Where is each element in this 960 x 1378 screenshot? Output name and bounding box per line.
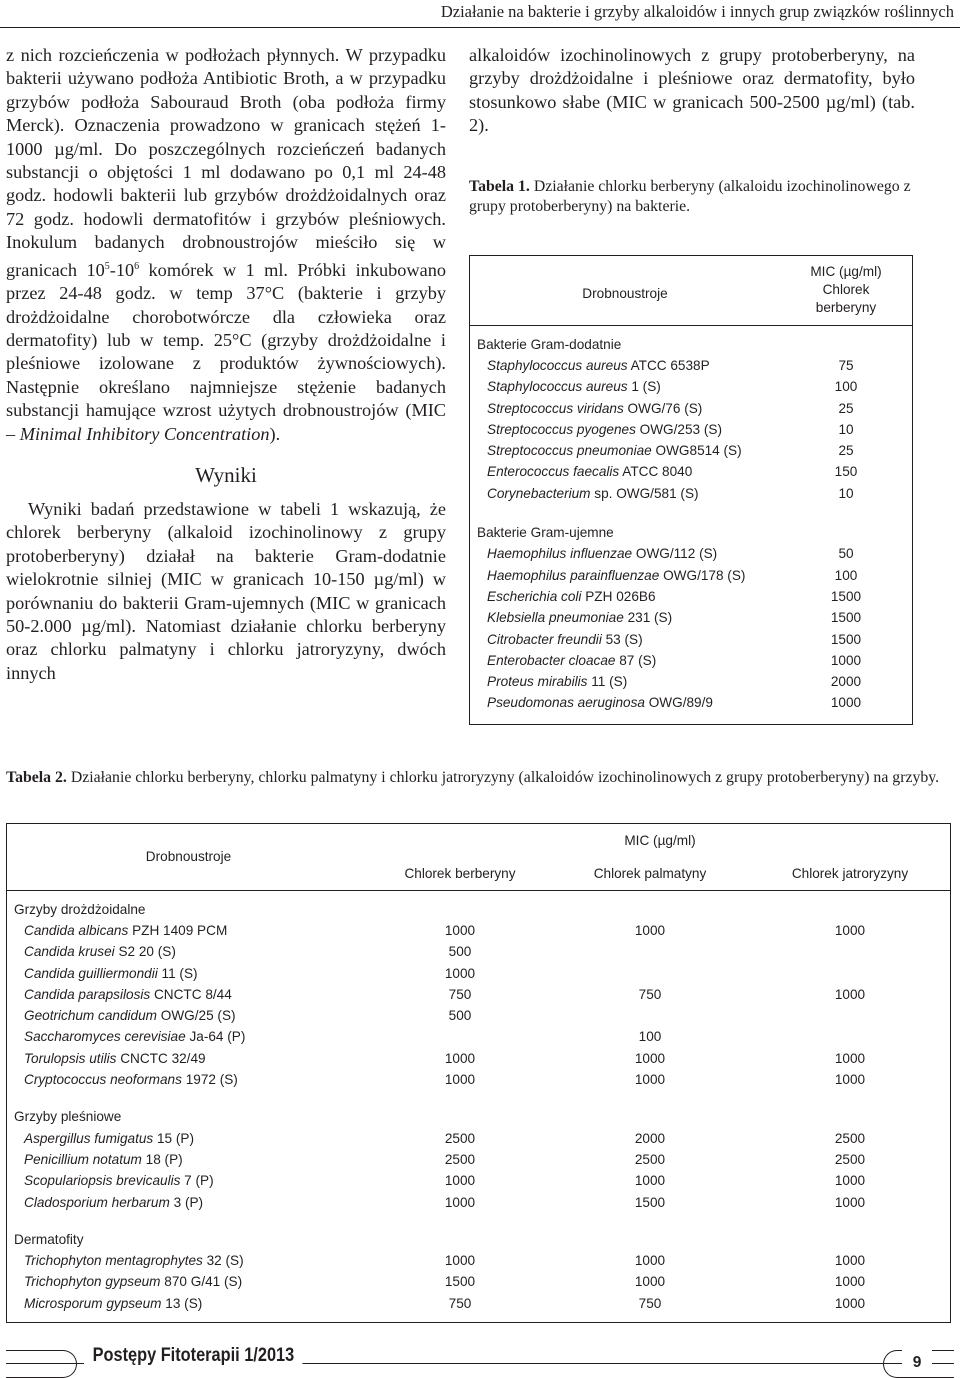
- mic-jatrorrhizine: 1000: [834, 1050, 866, 1066]
- mic-palmatine: 100: [638, 1029, 662, 1045]
- group-spacer: [750, 1099, 951, 1128]
- strain-code: PZH 1409 PCM: [128, 922, 228, 938]
- mic-palmatine: 1000: [634, 1050, 666, 1066]
- organism-name: [470, 629, 781, 650]
- species-name: Saccharomyces cerevisiae: [24, 1029, 186, 1045]
- mic-palmatine: 750: [638, 1295, 662, 1311]
- table1-col-organism: Drobnoustroje: [470, 256, 781, 326]
- spacer-cell: [470, 504, 781, 514]
- table2-caption: Tabela 2. Działanie chlorku berberyny, chlorku palmatyny i chlorku jatroryzyny (alkaloidów izochinolinowych z grupy protoberberyny) na grzyby.: [6, 769, 940, 786]
- left-column: [6, 44, 446, 685]
- header-rule: [0, 27, 960, 28]
- organism-name: [7, 1048, 371, 1069]
- table-row: [470, 398, 913, 419]
- group-spacer: [550, 1221, 750, 1250]
- strain-code: OWG/89/9: [644, 695, 713, 711]
- table2-col-berberine: Chlorek berberyny: [370, 857, 550, 891]
- mic-value: 25: [838, 443, 854, 459]
- mic-jatrorrhizine: 1000: [834, 1274, 866, 1290]
- mic-value: 10: [838, 485, 854, 501]
- table-row: [7, 1069, 951, 1090]
- table-row: [470, 355, 913, 376]
- strain-code: OWG8514 (S): [651, 443, 742, 459]
- mic-berberine: 1000: [444, 1050, 476, 1066]
- methods-paragraph: z nich rozcieńczenia w podłożach płynnych. W przypadku bakterii używano podłoża Antibiotic Broth, a w przypadku grzybów podłoża Sabouraud Broth (oba podłoża firmy Merck). Oznaczenia prowadzono w granicach stężeń 1-1000 µg/ml. Do poszczególnych rozcieńczeń badanych substancji o objętości 1 ml dodawano po 0,1 ml 24-48 godz. hodowli bakterii lub grzybów drożdżoidalnych oraz 72 godz. hodowli dermatofitów i grzybów pleśniowych. Inokulum badanych drobnoustrojów mieściło się w granicach $10^5-10^6$ komórek w 1 ml. Próbki inkubowano przez 24-48 godz. w temp 37°C (bakterie i grzyby drożdżoidalne chorobotwórcze dla człowieka oraz dermatofity) lub w temp. 25°C (grzyby drożdżoidalne i pleśniowe izolowane z produktów żywnościowych). Następnie określano najmniejsze stężenie badanych substancji hamujące wzrost użytych drobnoustrojów (MIC – Minimal Inhibitory Concentration).: [6, 45, 446, 444]
- mic-value: 10: [838, 421, 854, 437]
- right-paragraph: alkaloidów izochinolinowych z grupy protoberberyny, na grzyby drożdżoidalne i pleśniowe oraz dermatofity, było stosunkowo słabe (MIC w granicach 500-2500 µg/ml) (tab. 2).: [469, 45, 915, 136]
- species-name: Trichophyton mentagrophytes: [24, 1253, 203, 1269]
- strain-code: 1 (S): [627, 379, 661, 395]
- mic-palmatine: [550, 1005, 750, 1026]
- mic-palmatine: [550, 942, 750, 963]
- mic-palmatine: 1000: [634, 1274, 666, 1290]
- group-spacer: [780, 326, 913, 356]
- mic-palmatine: 1000: [634, 1173, 666, 1189]
- group-spacer: [550, 891, 750, 921]
- mic-value: 1500: [830, 610, 862, 626]
- table-group-row: [7, 1099, 951, 1128]
- group-label: Dermatofity: [14, 1231, 84, 1247]
- mic-berberine: [370, 1027, 550, 1048]
- mic-palmatine: 1000: [634, 922, 666, 938]
- organism-name: [470, 608, 781, 629]
- mic-value: 100: [834, 567, 858, 583]
- table-group-row: [7, 891, 951, 921]
- strain-code: 18 (P): [141, 1151, 183, 1167]
- group-spacer: [370, 891, 550, 921]
- mic-jatrorrhizine: [750, 963, 951, 984]
- spacer-cell: [750, 1091, 951, 1099]
- species-name: Haemophilus parainfluenzae: [487, 567, 660, 583]
- species-name: Trichophyton gypseum: [24, 1274, 161, 1290]
- group-spacer: [550, 1099, 750, 1128]
- table-row: [7, 1128, 951, 1149]
- mic-value: 50: [838, 546, 854, 562]
- organism-name: [7, 1005, 371, 1026]
- strain-code: CNCTC 32/49: [116, 1050, 206, 1066]
- mic-value: 2000: [830, 674, 862, 690]
- species-name: Candida albicans: [24, 922, 129, 938]
- strain-code: PZH 026B6: [581, 588, 656, 604]
- mic-berberine: 2500: [444, 1151, 476, 1167]
- species-name: Torulopsis utilis: [24, 1050, 117, 1066]
- organism-name: [7, 1027, 371, 1048]
- organism-name: [7, 1272, 371, 1293]
- mic-palmatine: 1000: [634, 1072, 666, 1088]
- group-end-spacer: [7, 1314, 951, 1323]
- spacer-cell: [7, 1213, 371, 1221]
- species-name: Candida guilliermondii: [24, 965, 158, 981]
- group-spacer: [370, 1099, 550, 1128]
- mic-jatrorrhizine: 1000: [834, 1072, 866, 1088]
- mic-value: 25: [838, 400, 854, 416]
- spacer-cell: [370, 1091, 550, 1099]
- table-row: [7, 1171, 951, 1192]
- strain-code: OWG/25 (S): [156, 1008, 236, 1024]
- mic-jatrorrhizine: [750, 942, 951, 963]
- table2-col-jatrorrhizine: Chlorek jatroryzyny: [750, 857, 951, 891]
- organism-name: [7, 1192, 371, 1213]
- mic-value: 1500: [830, 588, 862, 604]
- mic-value: 100: [834, 379, 858, 395]
- table-row: [470, 440, 913, 461]
- table-group-row: [470, 514, 913, 543]
- table-row: [7, 1005, 951, 1026]
- mic-berberine: 1000: [444, 1173, 476, 1189]
- species-name: Geotrichum candidum: [24, 1008, 157, 1024]
- strain-code: 13 (S): [161, 1295, 203, 1311]
- strain-code: 231 (S): [623, 610, 673, 626]
- table2-header-row1: [7, 824, 951, 858]
- strain-code: ATCC 6538P: [627, 357, 710, 373]
- table-row: [470, 544, 913, 565]
- spacer-cell: [7, 1314, 371, 1323]
- mic-palmatine: 2000: [634, 1130, 666, 1146]
- strain-code: CNCTC 8/44: [150, 986, 232, 1002]
- group-spacer: [750, 891, 951, 921]
- species-name: Penicillium notatum: [24, 1151, 142, 1167]
- species-name: Streptococcus viridans: [487, 400, 624, 416]
- species-name: Streptococcus pyogenes: [487, 421, 636, 437]
- species-name: Haemophilus influenzae: [487, 546, 633, 562]
- table-row: [470, 483, 913, 504]
- strain-code: S2 20 (S): [114, 944, 176, 960]
- section-title-results: Wyniki: [195, 463, 257, 487]
- species-name: Staphylococcus aureus: [487, 357, 628, 373]
- table-row: [470, 419, 913, 440]
- mic-jatrorrhizine: 2500: [834, 1151, 866, 1167]
- table-row: [7, 1192, 951, 1213]
- spacer-cell: [750, 1314, 951, 1323]
- mic-value: 150: [834, 464, 858, 480]
- table-row: [7, 920, 951, 941]
- mic-palmatine: 2500: [634, 1151, 666, 1167]
- page-footer: [6, 1344, 954, 1378]
- species-name: Enterobacter cloacae: [487, 652, 616, 668]
- table-row: [470, 377, 913, 398]
- table1-col-mic: MIC (µg/ml) Chlorek berberyny: [780, 256, 913, 326]
- table2-col-mic: MIC (µg/ml): [624, 832, 696, 848]
- spacer-cell: [550, 1314, 750, 1323]
- table-row: [7, 1149, 951, 1170]
- table-row: [470, 586, 913, 607]
- mic-jatrorrhizine: 1000: [834, 1295, 866, 1311]
- strain-code: 87 (S): [615, 652, 657, 668]
- table-row: [7, 1048, 951, 1069]
- species-name: Pseudomonas aeruginosa: [487, 695, 645, 711]
- strain-code: sp. OWG/581 (S): [590, 485, 699, 501]
- table2-col-palmatine: Chlorek palmatyny: [550, 857, 750, 891]
- mic-value: 1000: [830, 652, 862, 668]
- spacer-cell: [370, 1213, 550, 1221]
- results-paragraph: Wyniki badań przedstawione w tabeli 1 wskazują, że chlorek berberyny (alkaloid izochinolinowy z grupy protoberberyny) działał na bakterie Gram-dodatnie wielokrotnie silniej (MIC w granicach 10-150 µg/ml) w porównaniu do bakterii Gram-ujemnych (MIC w granicach 50-2.000 µg/ml). Natomiast działanie chlorku berberyny oraz chlorku palmatyny i chlorku jatroryzyny, dwóch innych: [6, 499, 446, 683]
- strain-code: 1972 (S): [181, 1072, 238, 1088]
- species-name: Cryptococcus neoformans: [24, 1072, 182, 1088]
- strain-code: 32 (S): [202, 1253, 244, 1269]
- strain-code: OWG/112 (S): [632, 546, 718, 562]
- mic-jatrorrhizine: 2500: [834, 1130, 866, 1146]
- page-number: 9: [902, 1350, 932, 1376]
- organism-name: [7, 1171, 371, 1192]
- organism-name: [7, 963, 371, 984]
- organism-name: [7, 1293, 371, 1314]
- spacer-cell: [780, 504, 913, 514]
- mic-jatrorrhizine: 1000: [834, 1173, 866, 1189]
- organism-name: [470, 483, 781, 504]
- mic-palmatine: [550, 963, 750, 984]
- mic-berberine: 750: [448, 1295, 472, 1311]
- organism-name: [470, 355, 781, 376]
- strain-code: OWG/253 (S): [635, 421, 722, 437]
- journal-name: Postępy Fitoterapii 1/2013: [84, 1345, 303, 1367]
- table-row: [470, 462, 913, 483]
- mic-berberine: 1000: [444, 965, 476, 981]
- strain-code: 11 (S): [587, 674, 628, 690]
- organism-name: [470, 462, 781, 483]
- footer-left-ornament: [6, 1350, 77, 1378]
- organism-name: [7, 1149, 371, 1170]
- organism-name: [470, 586, 781, 607]
- organism-name: [7, 942, 371, 963]
- strain-code: ATCC 8040: [619, 464, 693, 480]
- strain-code: 15 (P): [153, 1130, 194, 1146]
- strain-code: 11 (S): [157, 965, 198, 981]
- table-group-row: [7, 1221, 951, 1250]
- organism-name: [7, 1069, 371, 1090]
- spacer-cell: [470, 714, 781, 725]
- table-row: [470, 629, 913, 650]
- strain-code: OWG/76 (S): [623, 400, 703, 416]
- organism-name: [7, 920, 371, 941]
- mic-jatrorrhizine: 1000: [834, 1253, 866, 1269]
- group-end-spacer: [7, 1091, 951, 1099]
- right-column: [469, 44, 915, 217]
- running-header: Działanie na bakterie i grzyby alkaloidów i innych grup związków roślinnych: [440, 2, 954, 21]
- table-1: [469, 255, 913, 725]
- group-label: Grzyby drożdżoidalne: [14, 901, 146, 917]
- organism-name: [470, 398, 781, 419]
- spacer-cell: [780, 714, 913, 725]
- species-name: Klebsiella pneumoniae: [487, 610, 624, 626]
- organism-name: [470, 377, 781, 398]
- organism-name: [470, 693, 781, 714]
- table-row: [7, 1293, 951, 1314]
- species-name: Proteus mirabilis: [487, 674, 588, 690]
- mic-berberine: 750: [448, 986, 472, 1002]
- mic-jatrorrhizine: 1000: [834, 986, 866, 1002]
- organism-name: [470, 419, 781, 440]
- species-name: Corynebacterium: [487, 485, 591, 501]
- table-row: [7, 1250, 951, 1271]
- organism-name: [470, 544, 781, 565]
- table-row: [470, 608, 913, 629]
- mic-palmatine: 750: [638, 986, 662, 1002]
- mic-value: 1000: [830, 695, 862, 711]
- table-row: [470, 693, 913, 714]
- species-name: Candida parapsilosis: [24, 986, 151, 1002]
- group-label: Bakterie Gram-ujemne: [477, 525, 614, 541]
- organism-name: [470, 440, 781, 461]
- spacer-cell: [550, 1213, 750, 1221]
- group-end-spacer: [470, 504, 913, 514]
- strain-code: 53 (S): [601, 631, 643, 647]
- mic-jatrorrhizine: 1000: [834, 1194, 866, 1210]
- mic-jatrorrhizine: 1000: [834, 922, 866, 938]
- species-name: Scopulariopsis brevicaulis: [24, 1173, 181, 1189]
- mic-berberine: 1000: [444, 1194, 476, 1210]
- group-spacer: [780, 514, 913, 543]
- organism-name: [470, 671, 781, 692]
- mic-jatrorrhizine: [750, 1027, 951, 1048]
- species-name: Cladosporium herbarum: [24, 1194, 170, 1210]
- mic-jatrorrhizine: [750, 1005, 951, 1026]
- table-row: [7, 1272, 951, 1293]
- strain-code: 3 (P): [169, 1194, 204, 1210]
- spacer-cell: [750, 1213, 951, 1221]
- group-spacer: [750, 1221, 951, 1250]
- group-label: Bakterie Gram-dodatnie: [477, 336, 622, 352]
- organism-name: [7, 1250, 371, 1271]
- strain-code: 7 (P): [180, 1173, 214, 1189]
- species-name: Staphylococcus aureus: [487, 379, 628, 395]
- table-row: [7, 963, 951, 984]
- mic-berberine: 1500: [444, 1274, 476, 1290]
- strain-code: OWG/178 (S): [659, 567, 746, 583]
- spacer-cell: [370, 1314, 550, 1323]
- table-row: [470, 671, 913, 692]
- group-label: Grzyby pleśniowe: [14, 1109, 122, 1125]
- species-name: Aspergillus fumigatus: [24, 1130, 154, 1146]
- organism-name: [7, 984, 371, 1005]
- mic-berberine: 1000: [444, 1072, 476, 1088]
- species-name: Citrobacter freundii: [487, 631, 602, 647]
- mic-berberine: 1000: [444, 922, 476, 938]
- strain-code: Ja-64 (P): [185, 1029, 246, 1045]
- mic-palmatine: 1000: [634, 1253, 666, 1269]
- mic-berberine: 500: [448, 944, 472, 960]
- mic-palmatine: 1500: [634, 1194, 666, 1210]
- group-spacer: [370, 1221, 550, 1250]
- mic-value: 1500: [830, 631, 862, 647]
- table2-col-organism: Drobnoustroje: [7, 824, 371, 891]
- organism-name: [7, 1128, 371, 1149]
- group-end-spacer: [7, 1213, 951, 1221]
- table1-header: [470, 256, 913, 326]
- species-name: Microsporum gypseum: [24, 1295, 162, 1311]
- organism-name: [470, 565, 781, 586]
- mic-berberine: 1000: [444, 1253, 476, 1269]
- species-name: Escherichia coli: [487, 588, 582, 604]
- strain-code: 870 G/41 (S): [160, 1274, 243, 1290]
- table1-caption: Tabela 1. Działanie chlorku berberyny (alkaloidu izochinolinowego z grupy protoberberyny) na bakterie.: [469, 177, 911, 215]
- species-name: Enterococcus faecalis: [487, 464, 620, 480]
- group-end-spacer: [470, 714, 913, 725]
- spacer-cell: [7, 1091, 371, 1099]
- table-row: [470, 650, 913, 671]
- table-group-row: [470, 326, 913, 356]
- species-name: Streptococcus pneumoniae: [487, 443, 652, 459]
- table-row: [7, 942, 951, 963]
- mic-value: 75: [838, 357, 854, 373]
- organism-name: [470, 650, 781, 671]
- species-name: Candida krusei: [24, 944, 115, 960]
- table-2: [6, 823, 951, 1323]
- table-row: [470, 565, 913, 586]
- table-row: [7, 984, 951, 1005]
- mic-berberine: 2500: [444, 1130, 476, 1146]
- mic-berberine: 500: [448, 1008, 472, 1024]
- table-row: [7, 1027, 951, 1048]
- spacer-cell: [550, 1091, 750, 1099]
